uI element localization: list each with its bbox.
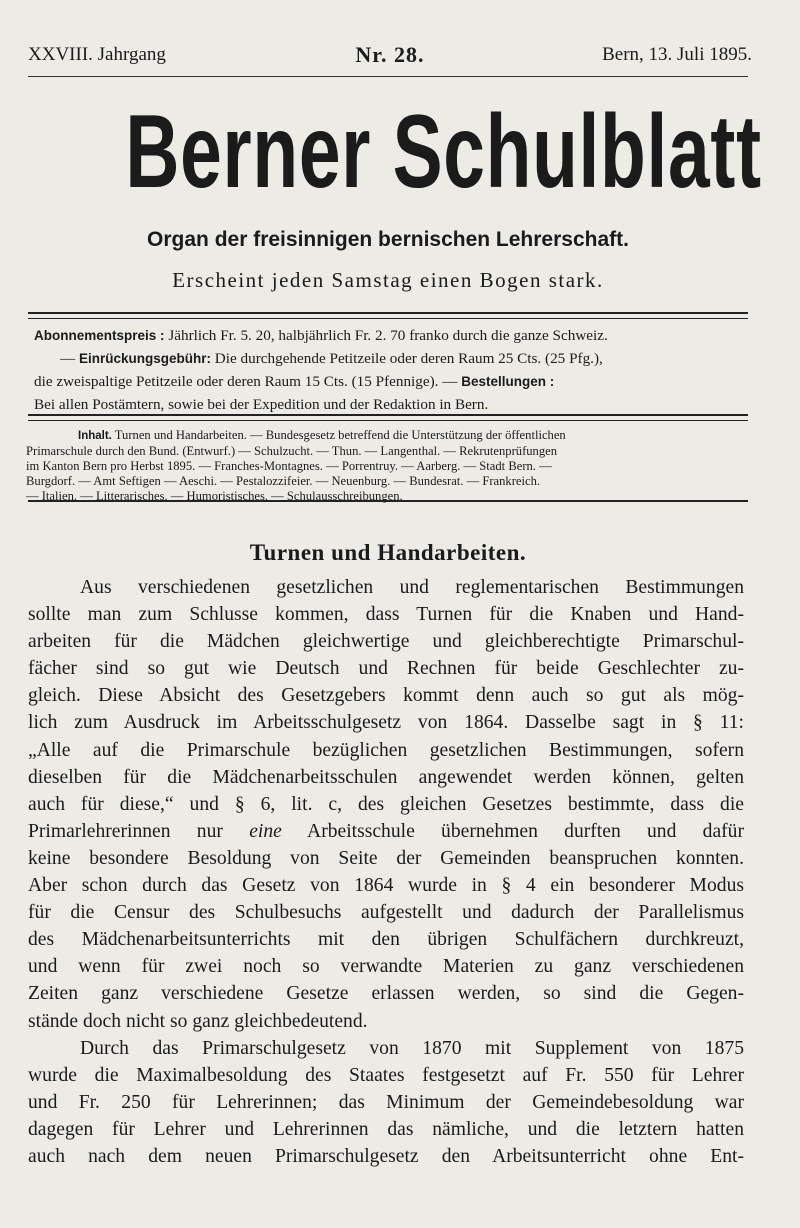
header-rule	[28, 76, 748, 77]
article-line: Durch das Primarschulgesetz von 1870 mit Supplement von 1875	[80, 1037, 744, 1059]
subscription-info	[34, 324, 750, 416]
article-line: lich zum Ausdruck im Arbeitsschulgesetz von 1864. Dasselbe sagt in § 11:	[28, 712, 744, 734]
contents-label: Inhalt.	[78, 430, 112, 442]
article-line: „Alle auf die Primarschule bezüglichen gesetzlichen Bestimmungen, sofern	[28, 739, 744, 761]
masthead-subtitle: Organ der freisinnigen bernischen Lehrerschaft.	[147, 228, 629, 251]
article-line: und wenn für zwei noch so verwandte Materien zu ganz verschiedenen	[28, 956, 744, 978]
toc-line: Burgdorf. — Amt Seftigen — Aeschi. — Pestalozzifeier. — Neuenburg. — Bundesrat. — Frankreich.	[26, 474, 541, 488]
orders-text: Bei allen Postämtern, sowie bei der Expedition und der Redaktion in Bern.	[34, 396, 489, 413]
insertion-fee-text: Die durchgehende Petitzeile oder deren Raum 25 Cts. (25 Pfg.),	[214, 350, 603, 367]
insertion-fee-line	[34, 347, 750, 370]
article-line: Zeiten ganz verschiedene Gesetze erlassen werden, so sind die Gegen-	[28, 983, 744, 1005]
emphasized-word: eine	[249, 820, 282, 842]
subscription-price-text: Jährlich Fr. 5. 20, halbjährlich Fr. 2. 70 franko durch die ganze Schweiz.	[168, 327, 608, 344]
toc-text: Turnen und Handarbeiten. — Bundesgesetz betreffend die Unterstützung der öffentlichen	[114, 428, 566, 442]
toc-line: im Kanton Bern pro Herbst 1895. — Franches-Montagnes. — Porrentruy. — Aarberg. — Stadt Bern. —	[26, 459, 552, 473]
article-line: und Fr. 250 für Lehrerinnen; das Minimum der Gemeindebesoldung war	[28, 1091, 744, 1113]
volume-label: XXVIII. Jahrgang	[28, 44, 166, 65]
article-line: dagegen für Lehrer und Lehrerinnen das nämliche, und die letztern hatten	[28, 1118, 744, 1140]
article-line	[28, 818, 744, 845]
table-of-contents	[26, 428, 750, 504]
article-line: keine besondere Besoldung von Seite der Gemeinden beanspruchen konnten.	[28, 847, 744, 869]
article-line: fächer sind so gut wie Deutsch und Rechnen für beide Geschlechter zu-	[28, 658, 744, 680]
article-line: des Mädchenarbeitsunterrichts mit den übrigen Schulfächern durchkreuzt,	[28, 929, 744, 951]
article-line: auch nach dem neuen Primarschulgesetz den Arbeitsunterricht ohne Ent-	[28, 1145, 744, 1167]
insertion-fee-text-2: die zweispaltige Petitzeile oder deren Raum 15 Cts. (15 Pfennige).	[34, 373, 439, 390]
article-line: Aber schon durch das Gesetz von 1864 wurde in § 4 ein besonderer Modus	[28, 875, 744, 897]
contents-top-rule	[28, 414, 748, 421]
article-line: wurde die Maximalbesoldung des Staates festgesetzt auf Fr. 550 für Lehrer	[28, 1064, 744, 1086]
toc-line: Primarschule durch den Bund. (Entwurf.) — Schulzucht. — Thun. — Langenthal. — Rekrutenprüfungen	[26, 444, 558, 458]
article-line: Aus verschiedenen gesetzlichen und reglementarischen Bestimmungen	[80, 577, 744, 598]
article-body	[28, 574, 744, 1170]
article-line: arbeiten für die Mädchen gleichwertige und gleichberechtigte Primarschul-	[28, 631, 744, 653]
issue-header	[28, 44, 752, 74]
article-line: dieselben für die Mädchenarbeitsschulen angewendet werden können, gelten	[28, 766, 744, 788]
article-line: gleich. Diese Absicht des Gesetzgebers kommt denn auch so gut als mög-	[28, 685, 744, 707]
article-title: Turnen und Handarbeiten.	[249, 540, 527, 565]
article-line: sollte man zum Schlusse kommen, dass Turnen für die Knaben und Hand-	[28, 604, 744, 626]
toc-line: — Italien. — Litterarisches. — Humoristisches. — Schulausschreibungen.	[26, 489, 403, 503]
article-line: stände doch nicht so ganz gleichbedeutend.	[28, 1010, 368, 1032]
insertion-fee-label: Einrückungsgebühr:	[78, 351, 211, 366]
issue-number: Nr. 28.	[355, 42, 425, 67]
article-line-part: Arbeitsschule übernehmen durften und dafür	[307, 820, 745, 842]
masthead-title: Berner Schulblatt	[125, 94, 762, 210]
insertion-fee-line-2	[34, 370, 750, 393]
publication-frequency: Erscheint jeden Samstag einen Bogen stark.	[172, 268, 604, 292]
toc-line	[26, 428, 750, 444]
subscription-price-line	[34, 324, 750, 347]
article-line: für die Censur des Schulbesuchs aufgestellt und dadurch der Parallelismus	[28, 902, 744, 924]
article-line-part: Primarlehrerinnen nur	[28, 820, 223, 842]
dash: —	[442, 373, 458, 390]
orders-label: Bestellungen :	[461, 374, 555, 389]
contents-bottom-rule	[28, 500, 748, 502]
subscription-top-rule	[28, 312, 748, 319]
dash: —	[60, 350, 76, 367]
article-line: auch für diese,“ und § 6, lit. c, des gleichen Gesetzes bestimmte, dass die	[28, 793, 744, 815]
place-date: Bern, 13. Juli 1895.	[602, 44, 752, 65]
orders-line	[34, 393, 750, 416]
subscription-price-label: Abonnementspreis :	[34, 328, 165, 343]
